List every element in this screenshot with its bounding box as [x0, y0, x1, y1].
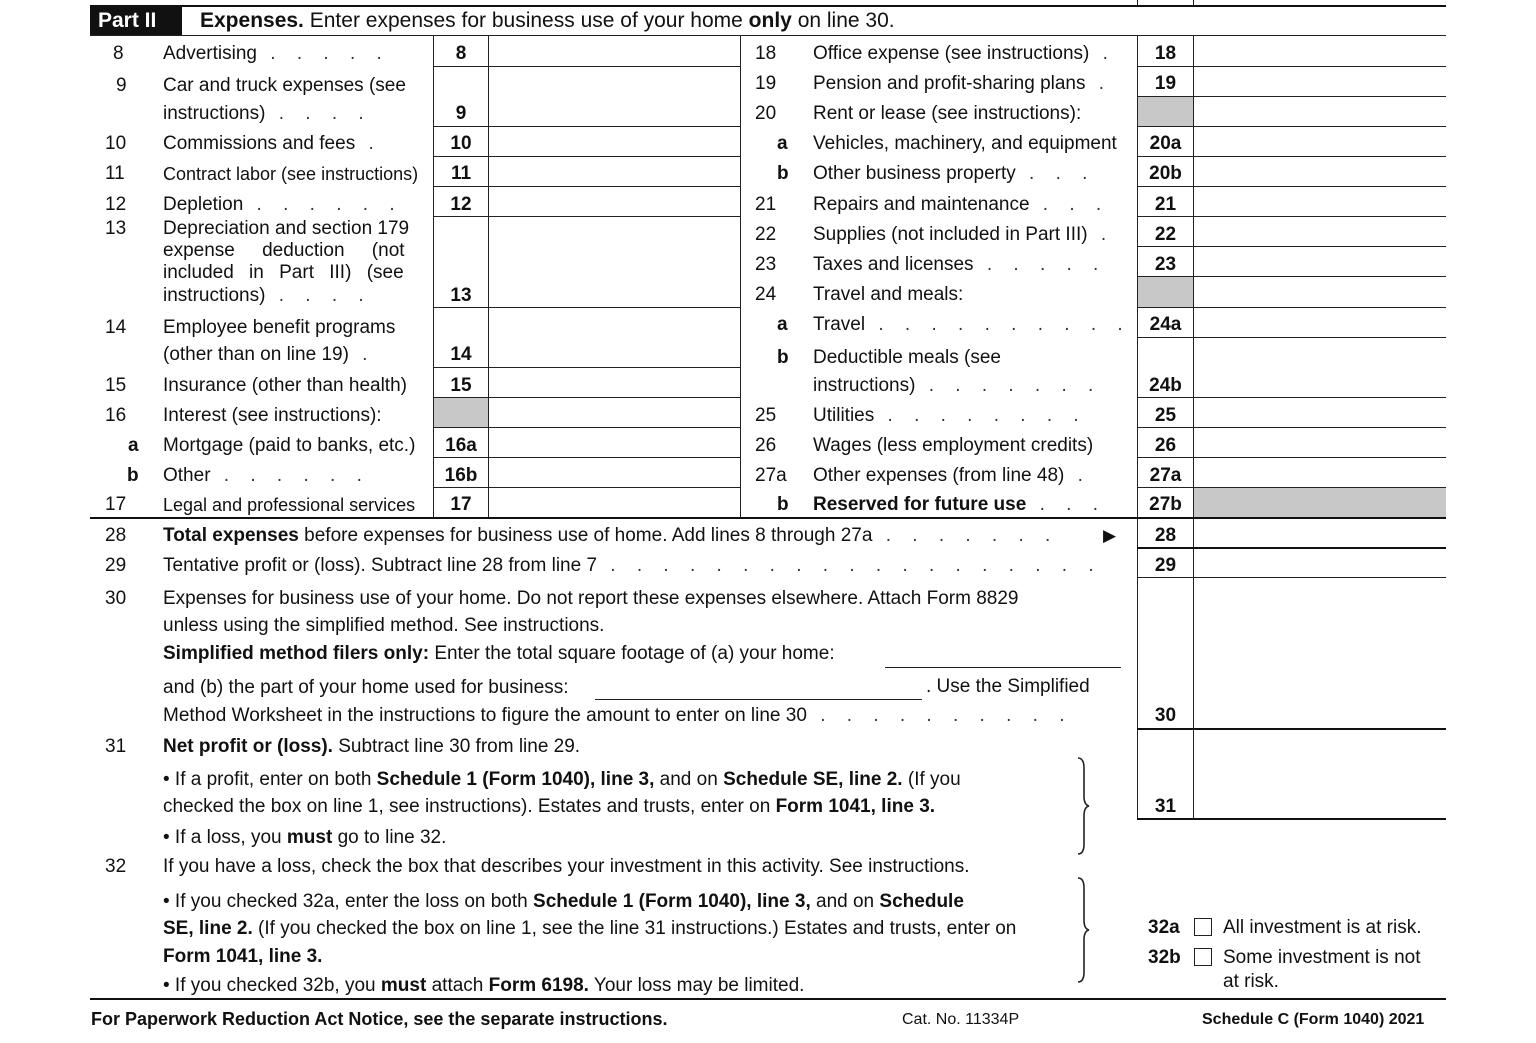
line-28-num: 28	[105, 525, 127, 546]
line-32-title: If you have a loss, check the box that describes your investment in this activity. See instructions.	[163, 856, 970, 877]
line-32-num: 32	[105, 856, 127, 877]
line-8-label: Advertising . . . . .	[163, 43, 390, 64]
line-23-num: 23	[755, 254, 777, 275]
box-18-label: 18	[1154, 43, 1177, 64]
line-20a-label: Vehicles, machinery, and equipment	[813, 133, 1117, 154]
line-31-bullet-1b: checked the box on line 1, see instructions). Estates and trusts, enter on Form 1041, line 3.	[163, 796, 936, 817]
line-24a-label: Travel . . . . . . . . . .	[813, 314, 1131, 335]
line-16a-num: a	[128, 435, 139, 456]
line-27a-amount[interactable]	[1194, 458, 1446, 487]
line-25-label: Utilities . . . . . . . .	[813, 405, 1087, 426]
line-12-amount[interactable]	[489, 187, 740, 216]
box-30-label: 30	[1154, 705, 1177, 726]
box-28-label: 28	[1154, 525, 1177, 546]
line-24b-label: Deductible meals (see	[813, 347, 1001, 368]
line-9-amount[interactable]	[489, 67, 740, 126]
line-31-amount[interactable]	[1194, 730, 1446, 818]
line-10-num: 10	[105, 133, 127, 154]
line-23-label: Taxes and licenses . . . . .	[813, 254, 1107, 275]
line-16b-num: b	[127, 465, 139, 486]
line-18-label: Office expense (see instructions) .	[813, 43, 1116, 64]
line-13-label-2: expense deduction (not	[163, 240, 405, 261]
line-30-text-4: and (b) the part of your home used for business:	[163, 677, 569, 698]
line-20a-amount[interactable]	[1194, 127, 1446, 156]
box-22-label: 22	[1154, 224, 1177, 245]
box-12-label: 12	[450, 194, 472, 215]
line-16-num: 16	[105, 405, 127, 426]
line-21-amount[interactable]	[1194, 187, 1446, 216]
line-28-amount[interactable]	[1194, 519, 1446, 547]
footer-notice: For Paperwork Reduction Act Notice, see the separate instructions.	[91, 1009, 668, 1029]
line-24a-num: a	[777, 314, 788, 335]
box-17-label: 17	[450, 494, 472, 515]
line-16-label: Interest (see instructions):	[163, 405, 382, 426]
line-28-arrow: ▶	[1103, 526, 1117, 545]
line-22-num: 22	[755, 224, 777, 245]
line-32-bullet-1: • If you checked 32a, enter the loss on both Schedule 1 (Form 1040), line 3, and on Schedule	[163, 891, 964, 912]
business-sqft-input[interactable]	[595, 677, 922, 699]
box-16a-label: 16a	[445, 435, 477, 456]
box-31-label: 31	[1154, 796, 1177, 817]
checkbox-32b[interactable]	[1194, 948, 1212, 966]
line-31-num: 31	[105, 736, 127, 757]
line-31-brace	[1074, 756, 1094, 856]
line-23-amount[interactable]	[1194, 247, 1446, 276]
line-30-text-3: Simplified method filers only: Enter the total square footage of (a) your home:	[163, 643, 835, 664]
line-30-num: 30	[105, 588, 127, 609]
box-29-label: 29	[1154, 555, 1177, 576]
line-14-amount[interactable]	[489, 308, 740, 367]
box-8-label: 8	[455, 43, 467, 64]
line-9-label: Car and truck expenses (see	[163, 75, 406, 96]
line-16a-label: Mortgage (paid to banks, etc.)	[163, 435, 416, 456]
line-13-label: Depreciation and section 179	[163, 218, 410, 239]
box-10-label: 10	[450, 133, 472, 154]
box-20b-label: 20b	[1149, 163, 1182, 184]
box-15-label: 15	[450, 375, 472, 396]
line-26-amount[interactable]	[1194, 428, 1446, 457]
box-24b-label: 24b	[1149, 375, 1182, 396]
box-25-label: 25	[1154, 405, 1177, 426]
box-26-label: 26	[1154, 435, 1177, 456]
line-25-amount[interactable]	[1194, 398, 1446, 427]
line-14-label-2: (other than on line 19) .	[163, 344, 376, 365]
line-18-num: 18	[755, 43, 777, 64]
opt-32b-num: 32b	[1148, 947, 1181, 968]
line-21-num: 21	[755, 194, 777, 215]
line-29-text: Tentative profit or (loss). Subtract line 28 from line 7 . . . . . . . . . . . . . . . . . . .	[163, 555, 1102, 576]
box-21-label: 21	[1154, 194, 1177, 215]
line-12-label: Depletion . . . . . .	[163, 194, 403, 215]
line-9-num: 9	[116, 75, 127, 96]
line-26-num: 26	[755, 435, 777, 456]
box-24a-label: 24a	[1149, 314, 1182, 335]
line-31-title: Net profit or (loss). Subtract line 30 from line 29.	[163, 736, 581, 757]
line-8-num: 8	[113, 43, 124, 64]
line-15-amount[interactable]	[489, 368, 740, 397]
line-27b-num: b	[777, 494, 789, 515]
line-32-bullet-2: • If you checked 32b, you must attach Form 6198. Your loss may be limited.	[163, 975, 805, 996]
line-11-num: 11	[105, 163, 125, 184]
line-13-amount[interactable]	[489, 217, 740, 307]
line-17-num: 17	[105, 494, 127, 515]
line-16b-amount[interactable]	[489, 458, 740, 487]
line-16a-amount[interactable]	[489, 428, 740, 457]
line-22-amount[interactable]	[1194, 217, 1446, 246]
box-27b-label: 27b	[1149, 494, 1182, 515]
line-24b-label-2: instructions) . . . . . . .	[813, 375, 1102, 396]
line-20b-amount[interactable]	[1194, 157, 1446, 186]
box-14-label: 14	[450, 344, 472, 365]
line-21-label: Repairs and maintenance . . .	[813, 194, 1110, 215]
line-10-label: Commissions and fees .	[163, 133, 382, 154]
line-30-text-2: unless using the simplified method. See instructions.	[163, 615, 605, 636]
part-title: Expenses. Enter expenses for business use of your home only on line 30.	[200, 9, 895, 32]
box-19-label: 19	[1154, 73, 1177, 94]
line-27b-label: Reserved for future use . . .	[813, 494, 1106, 515]
box-23-label: 23	[1154, 254, 1177, 275]
line-17-amount[interactable]	[489, 488, 740, 517]
line-22-label: Supplies (not included in Part III) .	[813, 224, 1115, 245]
opt-32a-num: 32a	[1148, 917, 1180, 938]
line-32-bullet-1b: SE, line 2. (If you checked the box on line 1, see the line 31 instructions.) Estates and trusts, enter on	[163, 918, 1017, 939]
box-16b-label: 16b	[444, 465, 478, 486]
box-13-label: 13	[450, 285, 472, 306]
footer-cat-no: Cat. No. 11334P	[902, 1011, 1020, 1028]
line-30-amount[interactable]	[1194, 578, 1446, 728]
line-8-amount[interactable]	[489, 36, 740, 66]
line-19-num: 19	[755, 73, 777, 94]
line-28-text: Total expenses before expenses for business use of home. Add lines 8 through 27a . . . . . . .	[163, 525, 1059, 546]
line-20b-num: b	[777, 163, 789, 184]
footer-form-name: Schedule C (Form 1040) 2021	[1202, 1011, 1425, 1028]
line-32-bullet-1c: Form 1041, line 3.	[163, 946, 323, 967]
line-11-amount[interactable]	[489, 157, 740, 186]
line-24-label: Travel and meals:	[813, 284, 964, 305]
line-15-label: Insurance (other than health)	[163, 375, 407, 396]
home-sqft-input[interactable]	[885, 645, 1121, 667]
box-9-label: 9	[455, 103, 467, 124]
checkbox-32a[interactable]	[1194, 918, 1212, 936]
line-24b-amount[interactable]	[1194, 338, 1446, 397]
line-20b-label: Other business property . . .	[813, 163, 1096, 184]
line-19-amount[interactable]	[1194, 67, 1446, 96]
line-30-text-5: Method Worksheet in the instructions to figure the amount to enter on line 30 . . . . . . . . . .	[163, 705, 1073, 726]
line-30-text-1: Expenses for business use of your home. Do not report these expenses elsewhere. Attach Form 8829	[163, 588, 1019, 609]
line-20a-num: a	[777, 133, 788, 154]
opt-32b-label: Some investment is not	[1223, 947, 1421, 968]
line-20-label: Rent or lease (see instructions):	[813, 103, 1082, 124]
line-12-num: 12	[105, 194, 127, 215]
line-25-num: 25	[755, 405, 777, 426]
line-20-num: 20	[755, 103, 777, 124]
line-31-bullet-1: • If a profit, enter on both Schedule 1 (Form 1040), line 3, and on Schedule SE, line 2. (If you	[163, 769, 961, 790]
line-13-label-4: instructions) . . . .	[163, 285, 372, 306]
line-30-text-4b: . Use the Simplified	[926, 676, 1090, 697]
line-17-label: Legal and professional services	[163, 495, 416, 515]
line-24b-num: b	[777, 347, 789, 368]
line-13-num: 13	[105, 218, 127, 239]
box-11-label: 11	[450, 163, 472, 184]
opt-32b-label-2: at risk.	[1223, 971, 1279, 992]
line-29-num: 29	[105, 555, 127, 576]
line-29-amount[interactable]	[1194, 549, 1446, 577]
line-18-amount[interactable]	[1194, 36, 1446, 66]
opt-32a-label: All investment is at risk.	[1223, 917, 1422, 938]
line-10-amount[interactable]	[489, 127, 740, 156]
line-31-bullet-2: • If a loss, you must go to line 32.	[163, 827, 447, 848]
line-24-num: 24	[755, 284, 777, 305]
box-27a-label: 27a	[1149, 465, 1182, 486]
box-20a-label: 20a	[1149, 133, 1182, 154]
line-26-label: Wages (less employment credits)	[813, 435, 1094, 456]
line-14-num: 14	[105, 317, 127, 338]
line-15-num: 15	[105, 375, 127, 396]
line-32-brace	[1074, 876, 1094, 984]
line-11-label: Contract labor (see instructions)	[163, 164, 419, 184]
part-label: Part II	[98, 9, 157, 32]
line-19-label: Pension and profit-sharing plans .	[813, 73, 1113, 94]
line-16b-label: Other . . . . . .	[163, 465, 370, 486]
line-27a-label: Other expenses (from line 48) .	[813, 465, 1091, 486]
line-13-label-3: included in Part III) (see	[163, 262, 404, 283]
line-24a-amount[interactable]	[1194, 308, 1446, 337]
line-9-label-2: instructions) . . . .	[163, 103, 372, 124]
line-27a-num: 27a	[755, 465, 787, 486]
line-14-label: Employee benefit programs	[163, 317, 396, 338]
